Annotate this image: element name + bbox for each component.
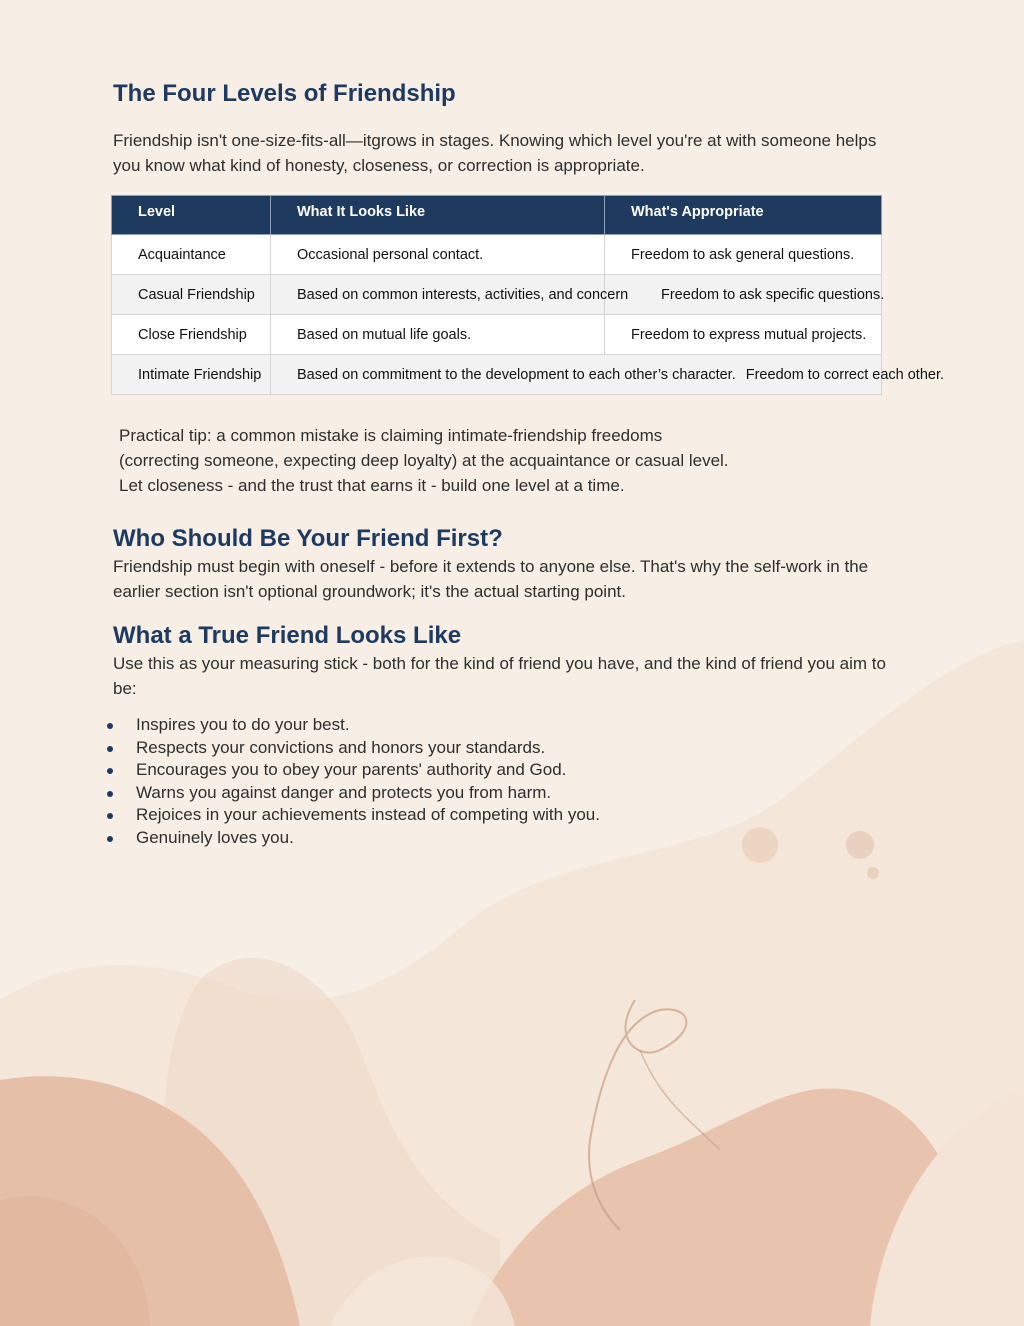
section-title-friend-first: Who Should Be Your Friend First? (113, 525, 503, 552)
table-row (112, 355, 882, 395)
table-cell: Freedom to express mutual projects. (605, 315, 882, 355)
table-cell: Casual Friendship (112, 275, 271, 315)
table-cell-merged (271, 355, 945, 395)
section-title-true-friend: What a True Friend Looks Like (113, 622, 462, 649)
friendship-levels-table (111, 195, 945, 395)
table-cell: Based on mutual life goals. (271, 315, 605, 355)
list-item: Inspires you to do your best. (113, 714, 600, 737)
section-intro-true-friend: Use this as your measuring stick - both for the kind of friend you have, and the kind of friend you aim to be: (113, 654, 886, 698)
section-body-friend-first: Friendship must begin with oneself - before it extends to anyone else. That's why the self-work in the earlier section isn't optional groundwork; it's the actual starting point. (113, 557, 869, 601)
list-item: Warns you against danger and protects you from harm. (113, 782, 600, 805)
section-title-four-levels: The Four Levels of Friendship (113, 80, 456, 107)
table-row (112, 315, 882, 355)
table-cell: Acquaintance (112, 235, 271, 275)
tip-line: (correcting someone, expecting deep loyalty) at the acquaintance or casual level. (119, 451, 729, 470)
practical-tip (119, 423, 879, 498)
tip-line: Let closeness - and the trust that earns it - build one level at a time. (119, 476, 625, 495)
table-header-row (112, 196, 882, 235)
table-header-cell: What It Looks Like (271, 196, 605, 235)
list-item: Rejoices in your achievements instead of competing with you. (113, 804, 600, 827)
table-cell: Close Friendship (112, 315, 271, 355)
section-intro-four-levels: Friendship isn't one-size-fits-all—itgrows in stages. Knowing which level you're at with someone helps you know what kind of honesty, closeness, or correction is appropriate. (113, 131, 877, 175)
table-row (112, 235, 882, 275)
table-cell-text: Freedom to correct each other. (745, 366, 945, 383)
list-item: Genuinely loves you. (113, 827, 600, 850)
table-cell: Based on common interests, activities, and concern (271, 275, 605, 315)
true-friend-list (113, 714, 600, 850)
table-row (112, 275, 882, 315)
table-cell: Occasional personal contact. (271, 235, 605, 275)
list-item: Respects your convictions and honors your standards. (113, 737, 600, 760)
table-cell-text: Freedom to ask specific questions. (661, 286, 885, 303)
table-cell: Intimate Friendship (112, 355, 271, 395)
table-header-cell: Level (112, 196, 271, 235)
table-cell (605, 275, 885, 315)
list-item: Encourages you to obey your parents' authority and God. (113, 759, 600, 782)
table-cell-text: Based on commitment to the development to each other’s character. (297, 366, 736, 383)
tip-line: Practical tip: a common mistake is claiming intimate-friendship freedoms (119, 426, 663, 445)
table-header-cell: What's Appropriate (605, 196, 882, 235)
table-cell: Freedom to ask general questions. (605, 235, 882, 275)
